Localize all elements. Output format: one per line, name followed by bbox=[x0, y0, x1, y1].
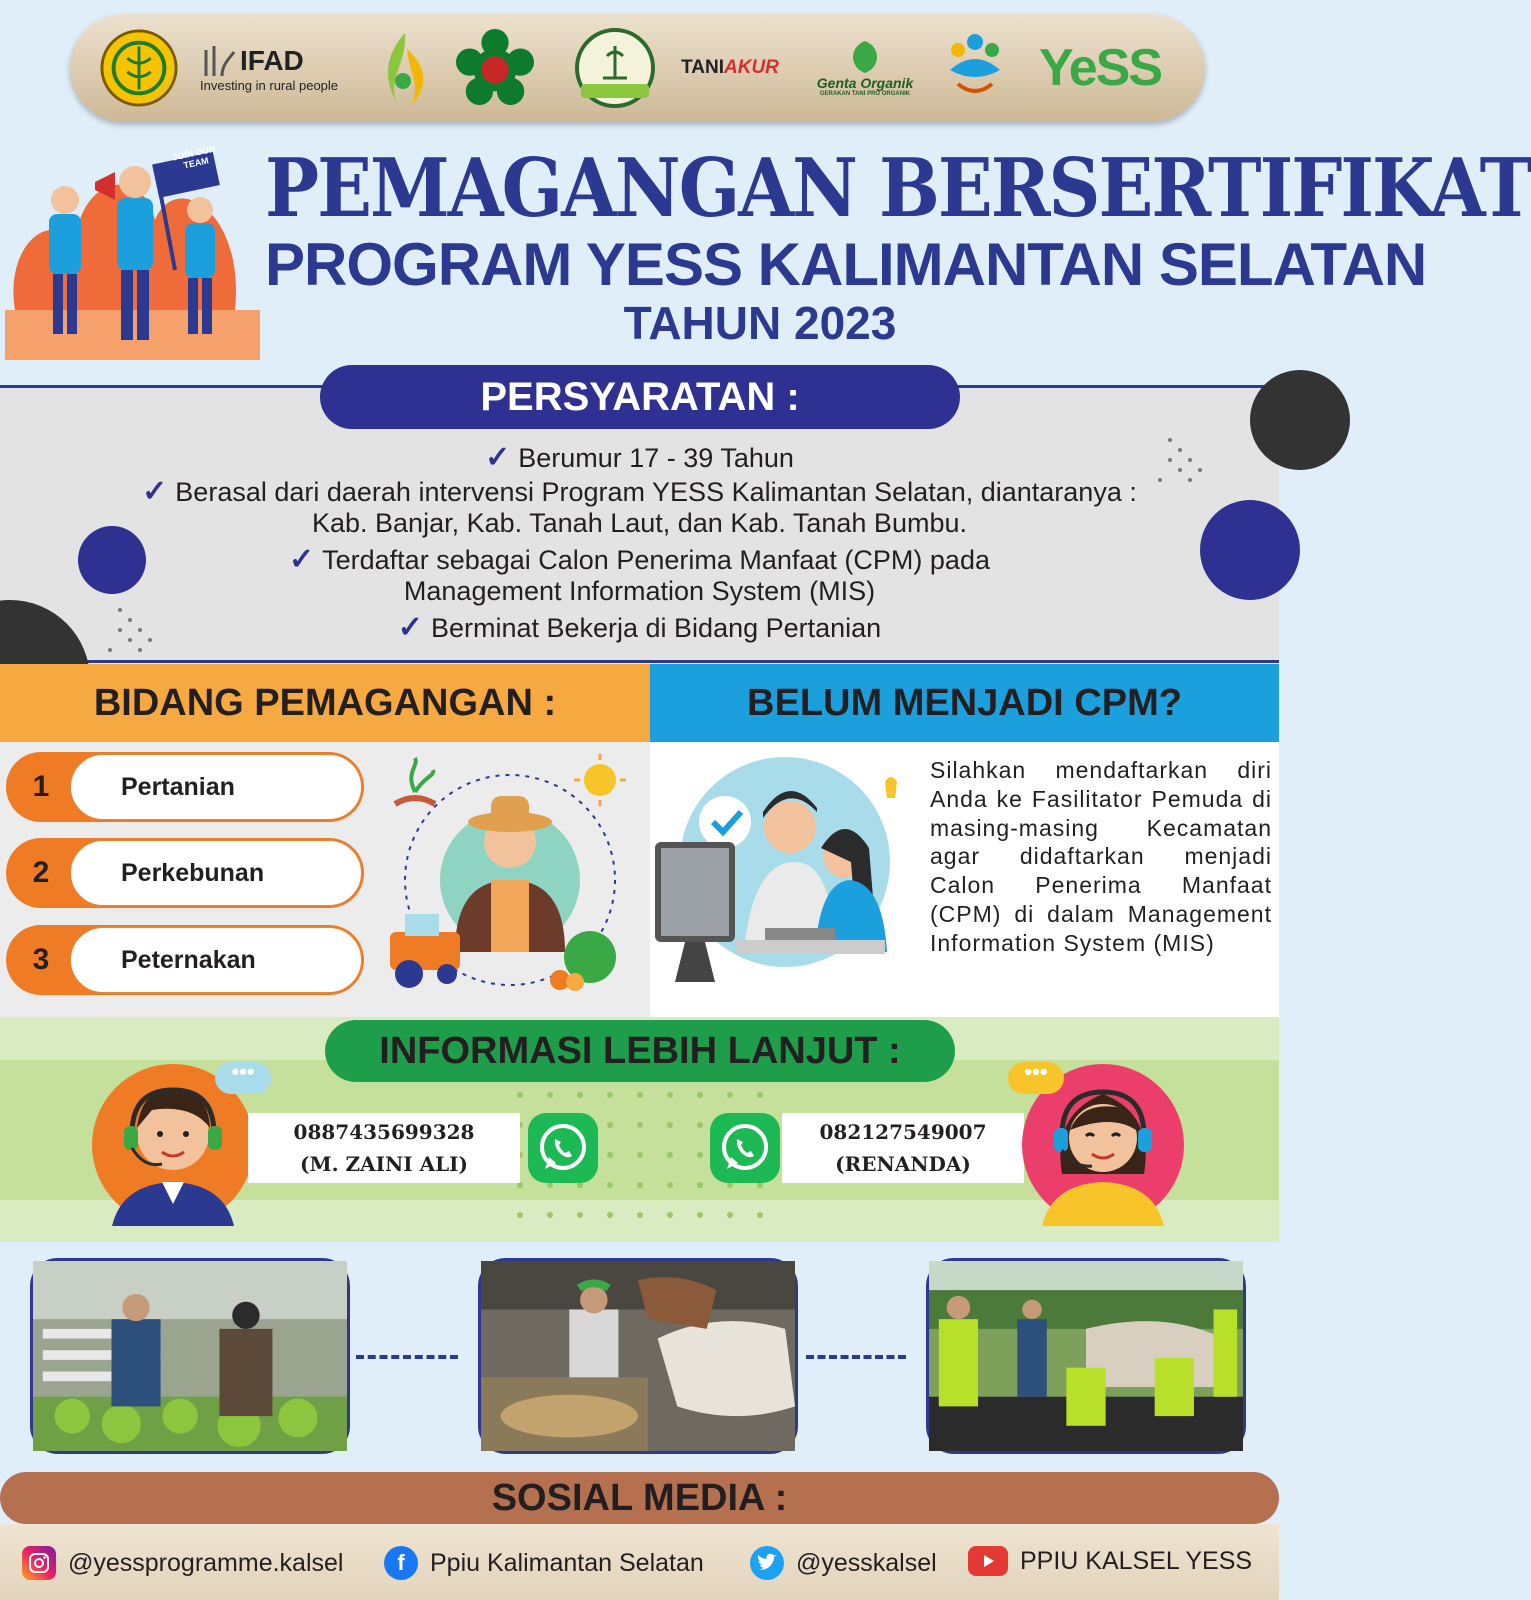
requirements-heading: PERSYARATAN : bbox=[320, 365, 960, 429]
checkmark-icon: ✓ bbox=[289, 543, 315, 576]
requirement-item-2-continued: Kab. Banjar, Kab. Tanah Laut, dan Kab. Tanah Bumbu. bbox=[311, 508, 967, 538]
contact-phone: 0887435699328 bbox=[293, 1120, 475, 1144]
genta-text: Genta Organik bbox=[816, 75, 914, 91]
contact-card-renanda bbox=[782, 1113, 1024, 1183]
contact-name: (RENANDA) bbox=[835, 1152, 971, 1176]
leaf-logo bbox=[375, 28, 435, 108]
internship-fields-heading: BIDANG PEMAGANGAN : bbox=[0, 664, 650, 742]
join-team-illustration bbox=[5, 130, 260, 360]
photo-hydroponic-farming bbox=[30, 1258, 350, 1454]
youtube-channel: PPIU KALSEL YESS bbox=[1020, 1546, 1253, 1575]
year-subtitle: TAHUN 2023 bbox=[623, 297, 897, 349]
field-item-pertanian bbox=[6, 752, 364, 822]
registration-illustration bbox=[655, 752, 920, 997]
ministry-emblem-icon bbox=[100, 29, 178, 107]
lowcost-farming-icon bbox=[573, 26, 657, 110]
join-team-flag-text: JOIN OUR TEAM bbox=[171, 143, 217, 171]
facebook-link[interactable] bbox=[384, 1546, 704, 1580]
youtube-link[interactable] bbox=[968, 1546, 1252, 1576]
lowcost-farming-logo bbox=[570, 28, 660, 108]
field-number: 1 bbox=[32, 770, 50, 803]
cpm-heading: BELUM MENJADI CPM? bbox=[650, 664, 1279, 742]
checkmark-icon: ✓ bbox=[485, 441, 511, 474]
field-item-peternakan bbox=[6, 925, 364, 995]
ifad-name: IFAD bbox=[240, 44, 304, 76]
instagram-link[interactable] bbox=[22, 1546, 343, 1580]
requirement-item-3-continued: Management Information System (MIS) bbox=[403, 576, 876, 606]
field-label: Peternakan bbox=[70, 927, 362, 993]
genta-organik-logo bbox=[805, 28, 925, 108]
whatsapp-glyph-icon bbox=[718, 1121, 772, 1175]
requirement-item-3: ✓ Terdaftar sebagai Calon Penerima Manfaat (CPM) pada bbox=[289, 543, 990, 576]
facebook-page: Ppiu Kalimantan Selatan bbox=[430, 1548, 704, 1577]
twitter-link[interactable] bbox=[750, 1546, 937, 1580]
chat-bubble-icon: ••• bbox=[1008, 1062, 1064, 1094]
requirement-item-4: ✓ Berminat Bekerja di Bidang Pertanian bbox=[397, 611, 882, 644]
whatsapp-icon[interactable] bbox=[710, 1113, 780, 1183]
contact-card-zaini bbox=[248, 1113, 520, 1183]
contact-name: (M. ZAINI ALI) bbox=[300, 1152, 468, 1176]
field-item-perkebunan bbox=[6, 838, 364, 908]
genta-leaf-icon bbox=[845, 39, 885, 75]
yess-logo-text: YeSS bbox=[1038, 39, 1162, 97]
checkmark-icon: ✓ bbox=[397, 611, 423, 644]
ministry-logo bbox=[100, 28, 178, 108]
ifad-tagline: Investing in rural people bbox=[200, 77, 339, 93]
requirement-item-2: ✓ Berasal dari daerah intervensi Program YESS Kalimantan Selatan, diantaranya : bbox=[142, 475, 1137, 508]
farmer-illustration bbox=[385, 752, 635, 1002]
photo-connector bbox=[356, 1355, 458, 1359]
requirement-item-1: ✓ Berumur 17 - 39 Tahun bbox=[485, 441, 794, 474]
instagram-icon bbox=[22, 1546, 56, 1580]
field-label: Pertanian bbox=[70, 754, 362, 820]
whatsapp-icon[interactable] bbox=[528, 1113, 598, 1183]
photo-connector bbox=[806, 1355, 906, 1359]
cpm-instructions: Silahkan mendaftarkan diri Anda ke Fasilitator Pemuda di masing-masing Kecamatan agar didaftarkan menjadi Calon Penerima Manfaat (CPM) di dalam Management Information System (MIS) bbox=[930, 757, 1272, 956]
ifad-wheat-icon bbox=[200, 44, 236, 78]
green-flame-icon bbox=[377, 29, 433, 107]
contact-phone: 082127549007 bbox=[819, 1120, 987, 1144]
field-label: Perkebunan bbox=[70, 840, 362, 906]
taniakur-text-b: AKUR bbox=[724, 57, 779, 78]
youtube-icon bbox=[968, 1546, 1008, 1576]
photo-cattle-farming bbox=[478, 1258, 798, 1454]
stpp-logo bbox=[455, 28, 535, 108]
ifad-logo bbox=[200, 28, 360, 108]
twitter-handle: @yesskalsel bbox=[796, 1548, 937, 1577]
partner-logo-bar bbox=[70, 14, 1205, 122]
social-media-row bbox=[0, 1524, 1279, 1600]
facebook-icon: f bbox=[384, 1546, 418, 1580]
field-number: 3 bbox=[32, 943, 50, 976]
taniakur-logo bbox=[675, 28, 785, 108]
social-media-heading: SOSIAL MEDIA : bbox=[0, 1472, 1279, 1524]
program-subtitle: PROGRAM YESS KALIMANTAN SELATAN bbox=[265, 231, 1427, 298]
genta-sub-text: GERAKAN TANI PRO ORGANIK bbox=[819, 91, 911, 97]
field-number: 2 bbox=[32, 856, 50, 889]
petani-people-icon bbox=[944, 28, 1006, 108]
page-title: PEMAGANGAN BERSERTIFIKAT bbox=[265, 140, 1531, 236]
checkmark-icon: ✓ bbox=[142, 475, 168, 508]
yess-logo bbox=[1030, 28, 1170, 108]
chat-bubble-icon: ••• bbox=[215, 1062, 271, 1094]
stpp-flower-icon bbox=[456, 29, 534, 107]
taniakur-text-a: TANI bbox=[681, 57, 725, 78]
photo-field-work bbox=[926, 1258, 1246, 1454]
instagram-handle: @yessprogramme.kalsel bbox=[68, 1548, 344, 1577]
petani-logo bbox=[940, 28, 1010, 108]
whatsapp-glyph-icon bbox=[536, 1121, 590, 1175]
twitter-icon bbox=[750, 1546, 784, 1580]
contact-heading: INFORMASI LEBIH LANJUT : bbox=[325, 1020, 955, 1082]
